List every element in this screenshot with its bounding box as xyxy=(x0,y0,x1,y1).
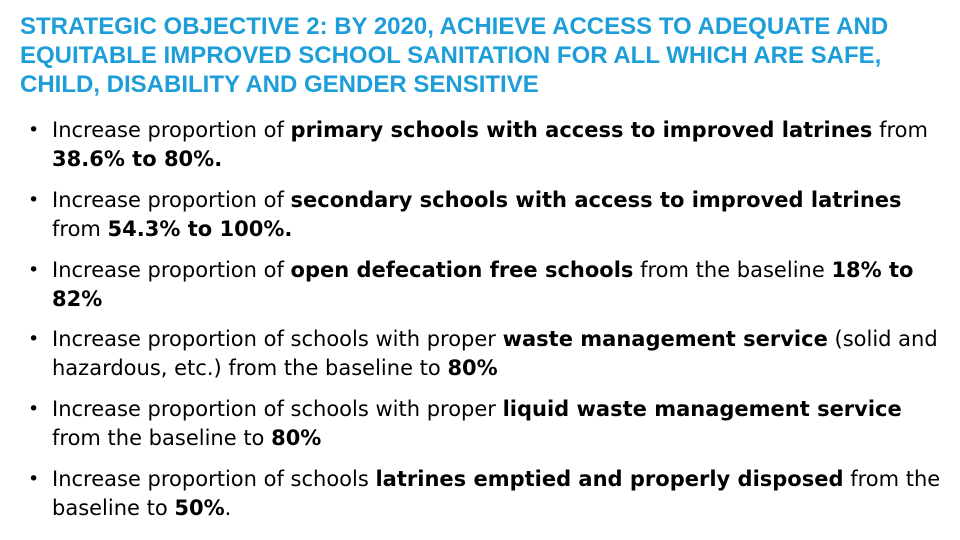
bullet-icon: • xyxy=(28,328,40,350)
objective-item xyxy=(28,325,948,382)
body-text: from xyxy=(872,118,928,142)
objective-item xyxy=(28,116,948,173)
bullet-icon: • xyxy=(28,189,40,211)
body-text: from xyxy=(52,216,108,241)
body-text: Increase proportion of schools with proper xyxy=(52,327,503,351)
objective-item xyxy=(28,465,948,522)
objective-item xyxy=(28,186,948,243)
emphasis-text: waste management service xyxy=(502,327,828,351)
emphasis-text: primary schools with access to improved latrines xyxy=(290,118,873,142)
emphasis-text: latrines emptied and properly disposed xyxy=(375,467,844,491)
emphasis-text: open defecation free schools xyxy=(290,258,634,282)
emphasis-text: 80% xyxy=(271,425,322,450)
body-text: . xyxy=(224,495,232,520)
emphasis-text: 50% xyxy=(174,495,225,520)
body-text: Increase proportion of xyxy=(52,188,291,212)
objective-item xyxy=(28,395,948,452)
body-text: Increase proportion of schools xyxy=(52,467,376,491)
emphasis-text: 54.3% to 100%. xyxy=(107,216,293,241)
body-text: from the baseline xyxy=(633,258,832,282)
body-text: Increase proportion of xyxy=(52,118,291,142)
emphasis-text: liquid waste management service xyxy=(502,397,902,421)
body-text: Increase proportion of xyxy=(52,258,291,282)
body-text: from the baseline to xyxy=(52,467,941,520)
body-text: from the baseline to xyxy=(52,425,272,450)
emphasis-text: secondary schools with access to improved latrines xyxy=(290,188,902,212)
body-text: (solid and hazardous, etc.) from the baseline to xyxy=(52,327,938,380)
slide-title: STRATEGIC OBJECTIVE 2: BY 2020, ACHIEVE ACCESS TO ADEQUATE AND EQUITABLE IMPROVED SCHOOL SANITATION FOR ALL WHICH ARE SAFE, CHILD, DISABILITY AND GENDER SENSITIVE xyxy=(20,13,889,98)
emphasis-text: 38.6% to 80%. xyxy=(52,146,223,171)
body-text: Increase proportion of schools with proper xyxy=(52,397,503,421)
bullet-icon: • xyxy=(28,398,40,420)
objective-item xyxy=(28,256,948,313)
bullet-icon: • xyxy=(28,468,40,490)
emphasis-text: 18% to 82% xyxy=(52,258,914,311)
bullet-icon: • xyxy=(28,119,40,141)
bullet-icon: • xyxy=(28,259,40,281)
emphasis-text: 80% xyxy=(447,355,498,380)
